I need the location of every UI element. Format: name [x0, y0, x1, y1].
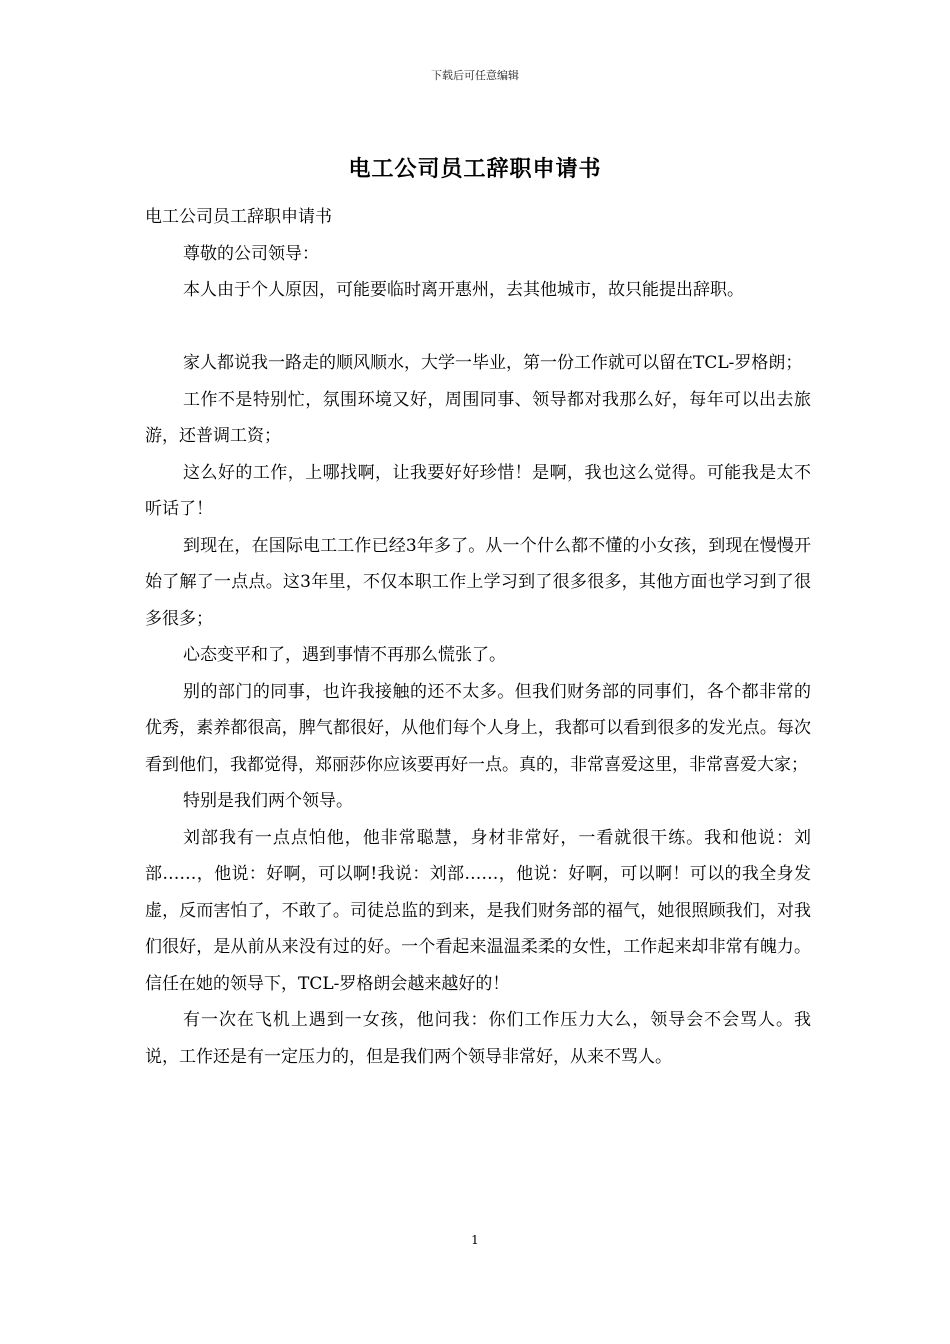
paragraph: 家人都说我一路走的顺风顺水，大学一毕业，第一份工作就可以留在TCL-罗格朗； [183, 353, 803, 373]
paragraph: 别的部门的同事，也许我接触的还不太多。但我们财务部的同事们，各个都非常的优秀，素养都很高，脾气都很好，从他们每个人身上，我都可以看到很多的发光点。每次看到他们，我都觉得，郑丽莎你应该要再好一点。真的，非常喜爱这里，非常喜爱大家； [145, 681, 811, 775]
header-note: 下载后可任意编辑 [431, 69, 519, 82]
paragraph: 心态变平和了，遇到事情不再那么慌张了。 [183, 645, 506, 665]
paragraph: 有一次在飞机上遇到一女孩，他问我：你们工作压力大么，领导会不会骂人。我说，工作还是有一定压力的，但是我们两个领导非常好，从来不骂人。 [145, 1010, 811, 1067]
paragraph: 工作不是特别忙，氛围环境又好，周围同事、领导都对我那么好，每年可以出去旅游，还普调工资； [145, 389, 811, 446]
paragraph: 本人由于个人原因，可能要临时离开惠州，去其他城市，故只能提出辞职。 [183, 280, 744, 300]
document-title: 电工公司员工辞职申请书 [348, 157, 602, 182]
paragraph: 特别是我们两个领导。 [183, 791, 353, 811]
page-number: 1 [471, 1233, 479, 1247]
paragraph: 到现在，在国际电工工作已经3年多了。从一个什么都不懂的小女孩，到现在慢慢开始了解了一点点。这3年里，不仅本职工作上学习到了很多很多，其他方面也学习到了很多很多； [145, 535, 811, 629]
paragraph-subtitle: 电工公司员工辞职申请书 [145, 207, 332, 227]
paragraph: 刘部我有一点点怕他，他非常聪慧，身材非常好，一看就很干练。我和他说：刘部……，他说：好啊，可以啊!我说：刘部……，他说：好啊，可以啊！可以的我全身发虚，反而害怕了，不敢了。司徒总监的到来，是我们财务部的福气，她很照顾我们，对我们很好，是从前从来没有过的好。一个看起来温温柔柔的女性，工作起来却非常有魄力。信任在她的领导下，TCL-罗格朗会越来越好的！ [145, 827, 811, 994]
document-body [145, 199, 811, 1075]
paragraph: 这么好的工作，上哪找啊，让我要好好珍惜！是啊，我也这么觉得。可能我是太不听话了！ [145, 462, 811, 519]
paragraph-salutation: 尊敬的公司领导： [183, 243, 319, 264]
